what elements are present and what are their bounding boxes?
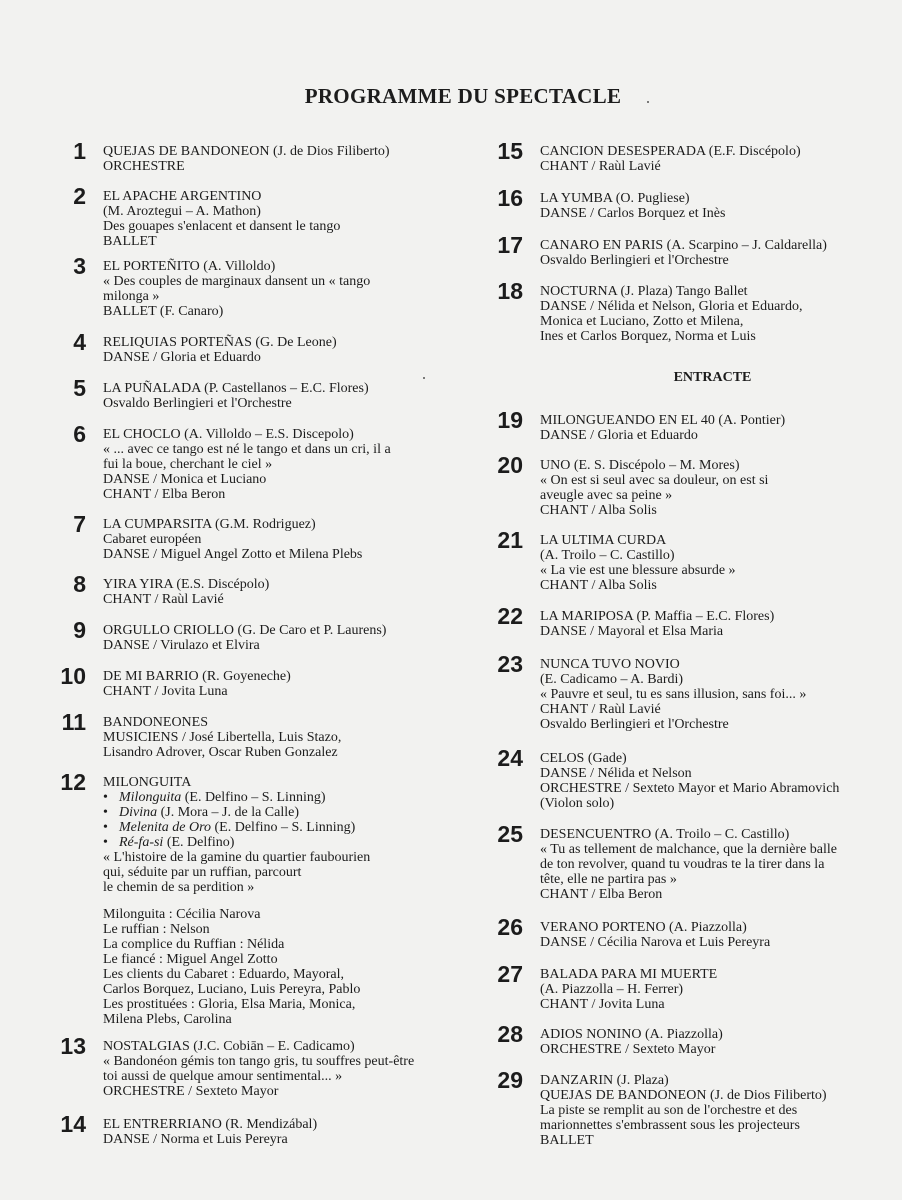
- cast-line: Les prostituées : Gloria, Elsa Maria, Monica,: [103, 997, 356, 1012]
- item-line: « Tu as tellement de malchance, que la dernière balle: [540, 842, 838, 857]
- item-body: [103, 623, 448, 653]
- item-title: DE MI BARRIO (R. Goyeneche): [103, 669, 291, 684]
- item-line: « L'histoire de la gamine du quartier faubourien: [103, 850, 371, 865]
- item-body: [540, 413, 885, 443]
- item-number: 12: [60, 769, 86, 795]
- item-line: BALLET (F. Canaro): [103, 304, 224, 319]
- bullet-icon: •: [103, 805, 108, 820]
- item-title: ORGULLO CRIOLLO (G. De Caro et P. Laurens): [103, 623, 387, 638]
- bullet-credit: (E. Delfino – S. Linning): [181, 790, 326, 805]
- item-line: ORCHESTRE / Sexteto Mayor: [103, 1084, 279, 1099]
- item-number: 7: [73, 511, 86, 537]
- paper-speck: [647, 101, 649, 103]
- item-line: (M. Aroztegui – A. Mathon): [103, 204, 261, 219]
- item-number: 20: [497, 452, 523, 478]
- item-body: [540, 751, 885, 811]
- item-line: qui, séduite par un ruffian, parcourt: [103, 865, 302, 880]
- item-number: 14: [60, 1111, 86, 1137]
- item-body: [103, 775, 448, 1027]
- item-line: QUEJAS DE BANDONEON (J. de Dios Filiberto): [540, 1088, 827, 1103]
- item-line: CHANT / Alba Solis: [540, 578, 657, 593]
- item-line: « La vie est une blessure absurde »: [540, 563, 736, 578]
- item-title: LA CUMPARSITA (G.M. Rodriguez): [103, 517, 316, 532]
- item-body: [540, 609, 885, 639]
- item-line: (E. Cadicamo – A. Bardi): [540, 672, 684, 687]
- item-number: 10: [60, 663, 86, 689]
- item-number: 8: [73, 571, 86, 597]
- item-line: CHANT / Raùl Lavié: [540, 702, 661, 717]
- item-number: 1: [73, 138, 86, 164]
- item-body: [103, 1117, 448, 1147]
- bullet-title: Divina: [119, 805, 158, 820]
- cast-line: La complice du Ruffian : Nélida: [103, 937, 285, 952]
- item-line: toi aussi de quelque amour sentimental... »: [103, 1069, 343, 1084]
- item-line: milonga »: [103, 289, 160, 304]
- item-line: Osvaldo Berlingieri et l'Orchestre: [103, 396, 292, 411]
- item-body: [103, 189, 448, 249]
- bullet-credit: (E. Delfino): [163, 835, 235, 850]
- item-number: 15: [497, 138, 523, 164]
- item-line: DANSE / Gloria et Eduardo: [540, 428, 698, 443]
- item-line: Lisandro Adrover, Oscar Ruben Gonzalez: [103, 745, 338, 760]
- bullet-line: [103, 835, 448, 850]
- item-line: CHANT / Elba Beron: [540, 887, 663, 902]
- cast-line: Le ruffian : Nelson: [103, 922, 210, 937]
- item-line: Osvaldo Berlingieri et l'Orchestre: [540, 253, 729, 268]
- bullet-line: [103, 805, 448, 820]
- item-title: DANZARIN (J. Plaza): [540, 1073, 669, 1088]
- item-number: 27: [497, 961, 523, 987]
- item-title: LA MARIPOSA (P. Maffia – E.C. Flores): [540, 609, 775, 624]
- item-line: de ton revolver, quand tu voudras te la tirer dans la: [540, 857, 825, 872]
- item-number: 2: [73, 183, 86, 209]
- item-body: [540, 827, 885, 902]
- item-line: DANSE / Virulazo et Elvira: [103, 638, 260, 653]
- item-title: LA PUÑALADA (P. Castellanos – E.C. Flores): [103, 381, 369, 396]
- item-number: 6: [73, 421, 86, 447]
- item-title: EL ENTRERRIANO (R. Mendizábal): [103, 1117, 318, 1132]
- item-body: [540, 458, 885, 518]
- item-body: [540, 1027, 885, 1057]
- item-title: YIRA YIRA (E.S. Discépolo): [103, 577, 270, 592]
- item-title: VERANO PORTENO (A. Piazzolla): [540, 920, 747, 935]
- item-line: DANSE / Norma et Luis Pereyra: [103, 1132, 288, 1147]
- bullet-credit: (E. Delfino – S. Linning): [211, 820, 356, 835]
- item-line: « Pauvre et seul, tu es sans illusion, sans foi... »: [540, 687, 807, 702]
- item-title: DESENCUENTRO (A. Troilo – C. Castillo): [540, 827, 790, 842]
- item-title: CELOS (Gade): [540, 751, 627, 766]
- item-line: DANSE / Nélida et Nelson: [540, 766, 692, 781]
- item-line: Ines et Carlos Borquez, Norma et Luis: [540, 329, 756, 344]
- item-title: BALADA PARA MI MUERTE: [540, 967, 718, 982]
- bullet-line: [103, 820, 448, 835]
- item-line: BALLET: [103, 234, 157, 249]
- item-body: [540, 1073, 885, 1148]
- item-number: 11: [61, 709, 86, 735]
- item-line: CHANT / Elba Beron: [103, 487, 226, 502]
- item-title: CANARO EN PARIS (A. Scarpino – J. Caldarella): [540, 238, 827, 253]
- bullet-icon: •: [103, 790, 108, 805]
- item-body: [103, 577, 448, 607]
- item-body: [540, 238, 885, 268]
- item-number: 24: [497, 745, 523, 771]
- item-number: 4: [73, 329, 86, 355]
- item-number: 5: [73, 375, 86, 401]
- item-body: [103, 259, 448, 319]
- item-number: 16: [497, 185, 523, 211]
- item-body: [103, 669, 448, 699]
- item-body: [540, 284, 885, 344]
- item-title: CANCION DESESPERADA (E.F. Discépolo): [540, 144, 801, 159]
- item-title: RELIQUIAS PORTEÑAS (G. De Leone): [103, 335, 337, 350]
- item-line: « Des couples de marginaux dansent un « tango: [103, 274, 371, 289]
- item-line: CHANT / Raùl Lavié: [103, 592, 224, 607]
- item-number: 28: [497, 1021, 523, 1047]
- item-line: aveugle avec sa peine »: [540, 488, 673, 503]
- item-title: MILONGUEANDO EN EL 40 (A. Pontier): [540, 413, 786, 428]
- item-body: [540, 533, 885, 593]
- bullet-title: Milonguita: [119, 790, 182, 805]
- item-line: DANSE / Mayoral et Elsa Maria: [540, 624, 724, 639]
- page-title: PROGRAMME DU SPECTACLE: [304, 84, 622, 108]
- cast-line: Le fiancé : Miguel Angel Zotto: [103, 952, 278, 967]
- item-number: 21: [497, 527, 523, 553]
- item-line: « On est si seul avec sa douleur, on est si: [540, 473, 769, 488]
- item-title: UNO (E. S. Discépolo – M. Mores): [540, 458, 740, 473]
- item-line: Cabaret européen: [103, 532, 202, 547]
- item-line: marionnettes s'embrassent sous les projecteurs: [540, 1118, 800, 1133]
- item-line: fui la boue, cherchant le ciel »: [103, 457, 273, 472]
- item-line: DANSE / Cécilia Narova et Luis Pereyra: [540, 935, 771, 950]
- item-body: [540, 191, 885, 221]
- item-title: NUNCA TUVO NOVIO: [540, 657, 680, 672]
- item-title: EL CHOCLO (A. Villoldo – E.S. Discepolo): [103, 427, 354, 442]
- item-body: [540, 920, 885, 950]
- cast-line: Milena Plebs, Carolina: [103, 1012, 232, 1027]
- item-number: 18: [497, 278, 523, 304]
- item-line: CHANT / Jovita Luna: [103, 684, 228, 699]
- item-line: DANSE / Nélida et Nelson, Gloria et Eduardo,: [540, 299, 803, 314]
- bullet-line: [103, 790, 448, 805]
- item-body: [103, 715, 448, 760]
- item-number: 23: [497, 651, 523, 677]
- item-title: NOCTURNA (J. Plaza) Tango Ballet: [540, 284, 748, 299]
- item-line: BALLET: [540, 1133, 594, 1148]
- item-number: 3: [73, 253, 86, 279]
- item-title: MILONGUITA: [103, 775, 192, 790]
- item-title: NOSTALGIAS (J.C. Cobiān – E. Cadicamo): [103, 1039, 355, 1054]
- item-title: QUEJAS DE BANDONEON (J. de Dios Filiberto): [103, 144, 390, 159]
- item-line: Des gouapes s'enlacent et dansent le tango: [103, 219, 341, 234]
- intermission-heading: ENTRACTE: [673, 370, 752, 385]
- item-line: DANSE / Monica et Luciano: [103, 472, 267, 487]
- item-body: [103, 427, 448, 502]
- item-title: EL PORTEÑITO (A. Villoldo): [103, 259, 276, 274]
- item-line: ORCHESTRE / Sexteto Mayor et Mario Abramovich: [540, 781, 840, 796]
- item-line: La piste se remplit au son de l'orchestre et des: [540, 1103, 798, 1118]
- item-body: [103, 144, 448, 174]
- item-title: LA ULTIMA CURDA: [540, 533, 667, 548]
- item-line: CHANT / Jovita Luna: [540, 997, 665, 1012]
- item-title: ADIOS NONINO (A. Piazzolla): [540, 1027, 723, 1042]
- item-body: [103, 335, 448, 365]
- item-line: « Bandonéon gémis ton tango gris, tu souffres peut-être: [103, 1054, 415, 1069]
- item-line: (A. Troilo – C. Castillo): [540, 548, 675, 563]
- item-line: CHANT / Alba Solis: [540, 503, 657, 518]
- item-line: Osvaldo Berlingieri et l'Orchestre: [540, 717, 729, 732]
- item-body: [540, 657, 885, 732]
- bullet-credit: (J. Mora – J. de la Calle): [157, 805, 300, 820]
- cast-line: Carlos Borquez, Luciano, Luis Pereyra, Pablo: [103, 982, 361, 997]
- item-line: le chemin de sa perdition »: [103, 880, 255, 895]
- item-line: CHANT / Raùl Lavié: [540, 159, 661, 174]
- item-line: « ... avec ce tango est né le tango et dans un cri, il a: [103, 442, 391, 457]
- item-body: [540, 144, 885, 174]
- cast-gap: [103, 895, 448, 907]
- item-number: 17: [497, 232, 523, 258]
- item-line: MUSICIENS / José Libertella, Luis Stazo,: [103, 730, 342, 745]
- item-line: DANSE / Carlos Borquez et Inès: [540, 206, 726, 221]
- item-title: BANDONEONES: [103, 715, 208, 730]
- item-line: tête, elle ne partira pas »: [540, 872, 677, 887]
- bullet-icon: •: [103, 820, 108, 835]
- item-body: [103, 517, 448, 562]
- item-line: ORCHESTRE / Sexteto Mayor: [540, 1042, 716, 1057]
- item-body: [103, 1039, 448, 1099]
- item-number: 13: [60, 1033, 86, 1059]
- item-line: DANSE / Gloria et Eduardo: [103, 350, 261, 365]
- paper-speck: [423, 377, 425, 379]
- item-number: 26: [497, 914, 523, 940]
- item-title: LA YUMBA (O. Pugliese): [540, 191, 690, 206]
- item-line: DANSE / Miguel Angel Zotto et Milena Plebs: [103, 547, 363, 562]
- item-title: EL APACHE ARGENTINO: [103, 189, 262, 204]
- cast-line: Milonguita : Cécilia Narova: [103, 907, 261, 922]
- bullet-title: Melenita de Oro: [119, 820, 212, 835]
- item-body: [540, 967, 885, 1012]
- bullet-icon: •: [103, 835, 108, 850]
- cast-line: Les clients du Cabaret : Eduardo, Mayoral,: [103, 967, 345, 982]
- item-number: 19: [497, 407, 523, 433]
- item-number: 22: [497, 603, 523, 629]
- item-line: ORCHESTRE: [103, 159, 185, 174]
- item-number: 9: [73, 617, 86, 643]
- item-number: 29: [497, 1067, 523, 1093]
- bullet-title: Ré-fa-si: [119, 835, 164, 850]
- item-line: Monica et Luciano, Zotto et Milena,: [540, 314, 744, 329]
- item-line: (Violon solo): [540, 796, 615, 811]
- item-line: (A. Piazzolla – H. Ferrer): [540, 982, 684, 997]
- item-body: [103, 381, 448, 411]
- item-number: 25: [497, 821, 523, 847]
